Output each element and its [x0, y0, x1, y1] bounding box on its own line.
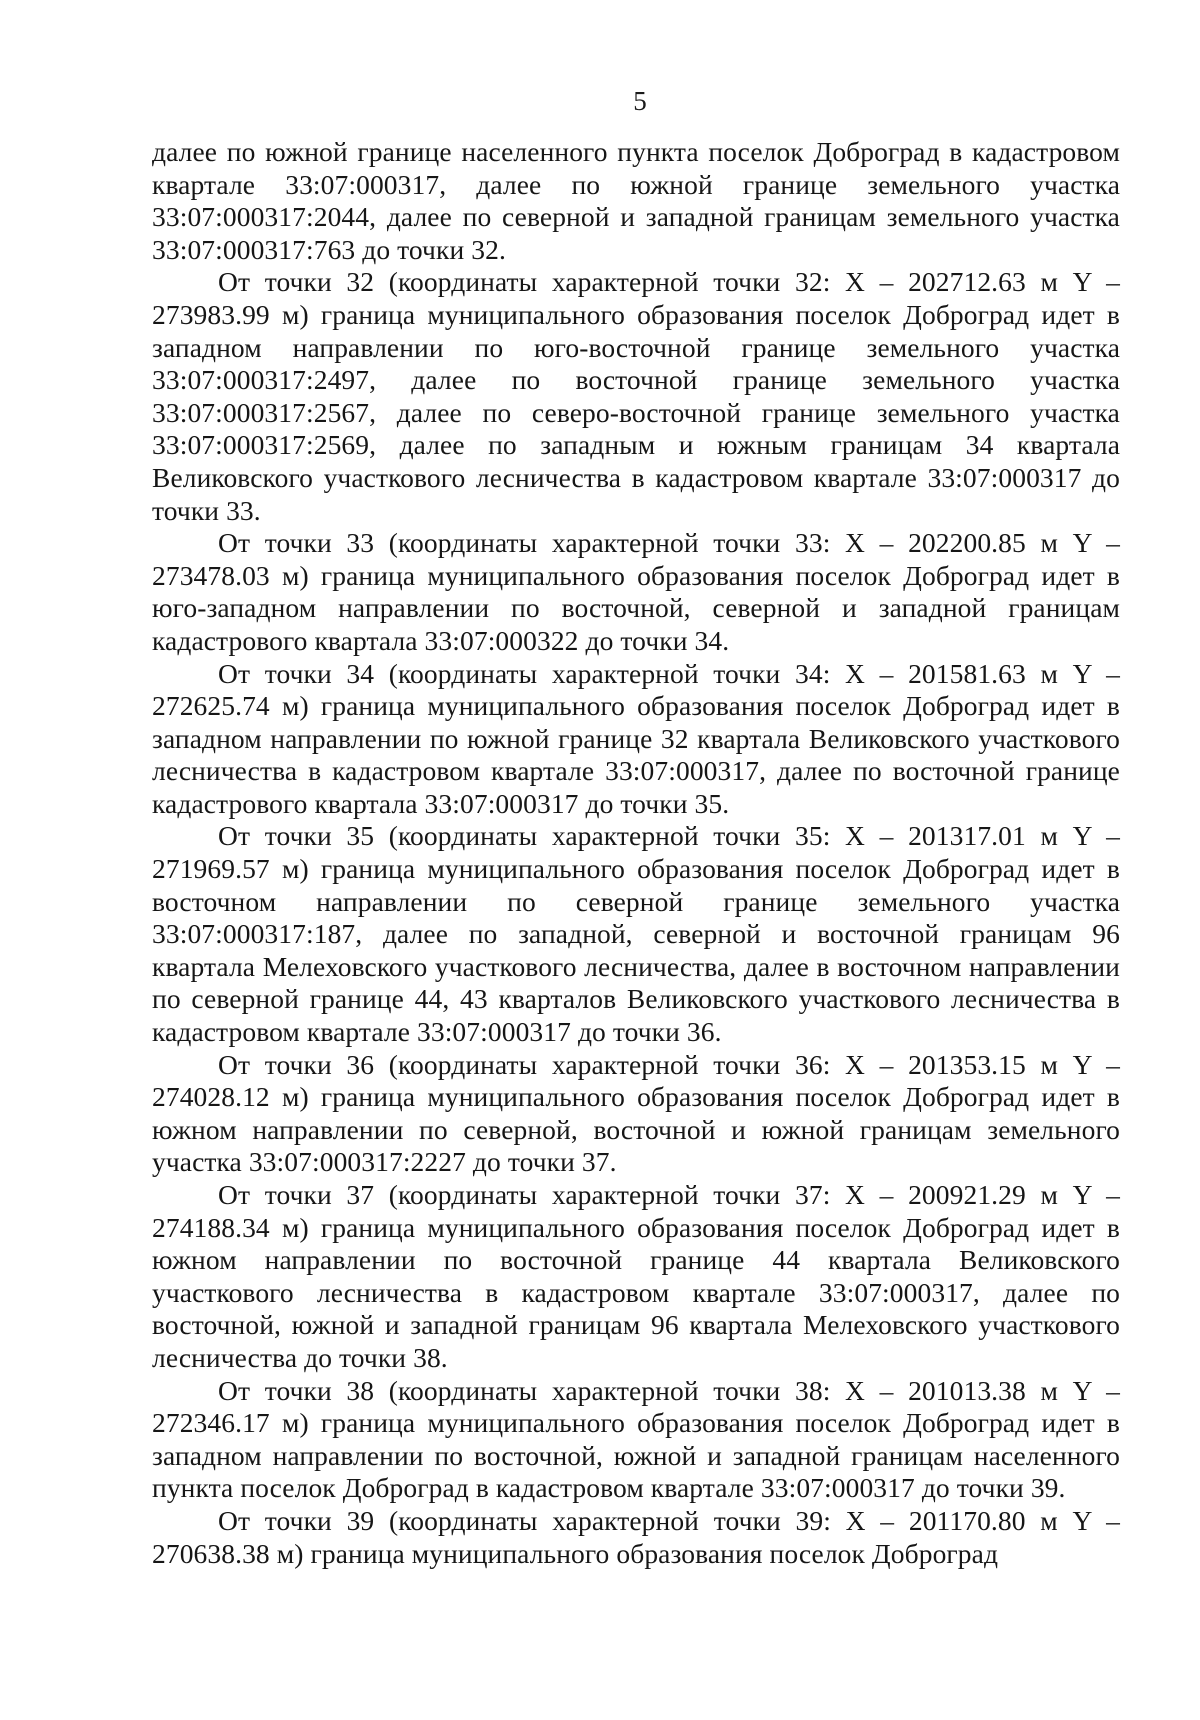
- paragraph-point-33: От точки 33 (координаты характерной точки 33: X – 202200.85 м Y – 273478.03 м) граница муниципального образования поселок Доброград идет в юго-западном направлении по восточной, северной и западной границам кадастрового квартала 33:07:000322 до точки 34.: [152, 527, 1120, 656]
- paragraph-continuation: далее по южной границе населенного пункта поселок Доброград в кадастровом квартале 33:07:000317, далее по южной границе земельного участка 33:07:000317:2044, далее по северной и западной границам земельного участка 33:07:000317:763 до точки 32.: [152, 136, 1120, 265]
- paragraph-point-36: От точки 36 (координаты характерной точки 36: X – 201353.15 м Y – 274028.12 м) граница муниципального образования поселок Доброград идет в южном направлении по северной, восточной и южной границам земельного участка 33:07:000317:2227 до точки 37.: [152, 1048, 1120, 1178]
- paragraph-point-39: От точки 39 (координаты характерной точки 39: X – 201170.80 м Y – 270638.38 м) граница муниципального образования поселок Доброград: [152, 1504, 1120, 1569]
- paragraph-point-32: От точки 32 (координаты характерной точки 32: X – 202712.63 м Y – 273983.99 м) граница муниципального образования поселок Доброград идет в западном направлении по юго-восточной границе земельного участка 33:07:000317:2497, далее по восточной границе земельного участка 33:07:000317:2567, далее по северо-восточной границе земельного участка 33:07:000317:2569, далее по западным и южным границам 34 квартала Великовского участкового лесничества в кадастровом квартале 33:07:000317 до точки 33.: [152, 266, 1120, 526]
- paragraph-point-35: От точки 35 (координаты характерной точки 35: X – 201317.01 м Y – 271969.57 м) граница муниципального образования поселок Доброград идет в восточном направлении по северной границе земельного участка 33:07:000317:187, далее по западной, северной и восточной границам 96 квартала Мелеховского участкового лесничества, далее в восточном направлении по северной границе 44, 43 кварталов Великовского участкового лесничества в кадастровом квартале 33:07:000317 до точки 36.: [152, 820, 1120, 1048]
- paragraph-point-37: От точки 37 (координаты характерной точки 37: X – 200921.29 м Y – 274188.34 м) граница муниципального образования поселок Доброград идет в южном направлении по восточной границе 44 квартала Великовского участкового лесничества в кадастровом квартале 33:07:000317, далее по восточной, южной и западной границам 96 квартала Мелеховского участкового лесничества до точки 38.: [152, 1179, 1120, 1373]
- paragraph-point-34: От точки 34 (координаты характерной точки 34: X – 201581.63 м Y – 272625.74 м) граница муниципального образования поселок Доброград идет в западном направлении по южной границе 32 квартала Великовского участкового лесничества в кадастровом квартале 33:07:000317, далее по восточной границе кадастрового квартала 33:07:000317 до точки 35.: [152, 657, 1120, 819]
- paragraph-point-38: От точки 38 (координаты характерной точки 38: X – 201013.38 м Y – 272346.17 м) граница муниципального образования поселок Доброград идет в западном направлении по восточной, южной и западной границам населенного пункта поселок Доброград в кадастровом квартале 33:07:000317 до точки 39.: [152, 1374, 1120, 1504]
- page-number: 5: [633, 86, 647, 116]
- document-body: [152, 136, 1120, 1570]
